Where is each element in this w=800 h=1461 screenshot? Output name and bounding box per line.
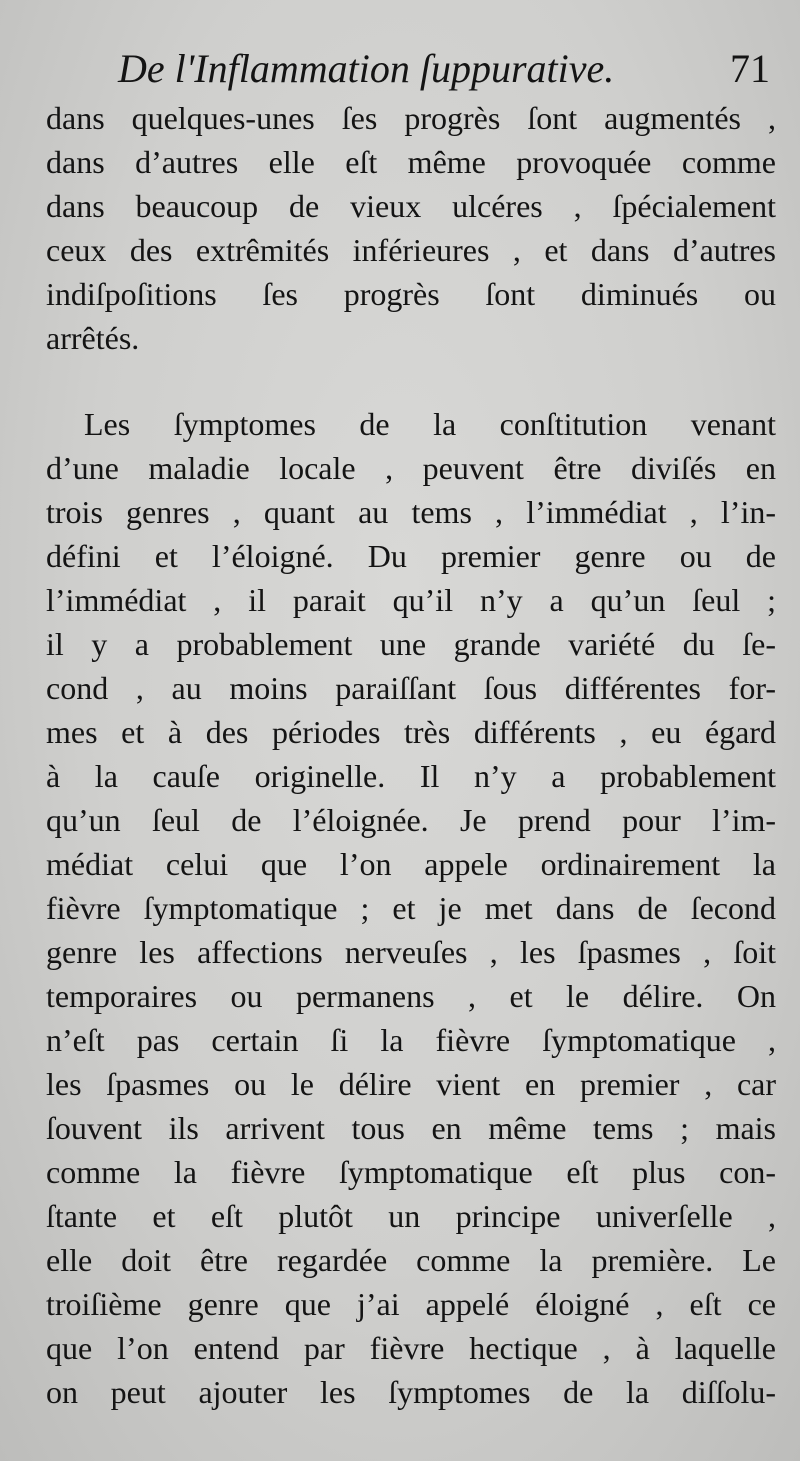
- text-line: fièvre ſymptomatique ; et je met dans de ſecond: [46, 890, 776, 926]
- text-line: comme la fièvre ſymptomatique eſt plus con-: [46, 1154, 776, 1190]
- text-line: genre les affections nerveuſes , les ſpasmes , ſoit: [46, 934, 776, 970]
- text-line: dans quelques-unes ſes progrès ſont augmentés ,: [46, 100, 776, 136]
- text-line: elle doit être regardée comme la première. Le: [46, 1242, 776, 1278]
- text-line: troiſième genre que j’ai appelé éloigné , eſt ce: [46, 1286, 776, 1322]
- text-line: indiſpoſitions ſes progrès ſont diminués ou: [46, 276, 776, 312]
- running-header: [118, 44, 770, 94]
- page-number: 71: [730, 46, 770, 91]
- text-line: mes et à des périodes très différents , eu égard: [46, 714, 776, 750]
- text-line: que l’on entend par fièvre hectique , à laquelle: [46, 1330, 776, 1366]
- text-line: ſtante et eſt plutôt un principe univerſelle ,: [46, 1198, 776, 1234]
- text-line: les ſpasmes ou le délire vient en premier , car: [46, 1066, 776, 1102]
- text-line: l’immédiat , il parait qu’il n’y a qu’un ſeul ;: [46, 582, 776, 618]
- text-line: on peut ajouter les ſymptomes de la diſſolu-: [46, 1374, 776, 1410]
- paragraph-2: [46, 402, 776, 1414]
- text-line: cond , au moins paraiſſant ſous différentes for-: [46, 670, 776, 706]
- text-line: dans beaucoup de vieux ulcéres , ſpécialement: [46, 188, 776, 224]
- text-line: ceux des extrêmités inférieures , et dans d’autres: [46, 232, 776, 268]
- header-title: De l'Inflammation ſuppurative.: [118, 46, 615, 91]
- text-line: médiat celui que l’on appele ordinairement la: [46, 846, 776, 882]
- text-line: trois genres , quant au tems , l’immédiat , l’in-: [46, 494, 776, 530]
- text-line: ſouvent ils arrivent tous en même tems ; mais: [46, 1110, 776, 1146]
- text-line: qu’un ſeul de l’éloignée. Je prend pour l’im-: [46, 802, 776, 838]
- text-line: défini et l’éloigné. Du premier genre ou de: [46, 538, 776, 574]
- text-line: temporaires ou permanens , et le délire. On: [46, 978, 776, 1014]
- text-line: n’eſt pas certain ſi la fièvre ſymptomatique ,: [46, 1022, 776, 1058]
- text-line: il y a probablement une grande variété du ſe-: [46, 626, 776, 662]
- paragraph-1: [46, 96, 776, 360]
- text-line: arrêtés.: [46, 320, 140, 356]
- text-line: d’une maladie locale , peuvent être diviſés en: [46, 450, 776, 486]
- text-line: dans d’autres elle eſt même provoquée comme: [46, 144, 776, 180]
- text-line: à la cauſe originelle. Il n’y a probablement: [46, 758, 776, 794]
- text-line: Les ſymptomes de la conſtitution venant: [84, 406, 776, 442]
